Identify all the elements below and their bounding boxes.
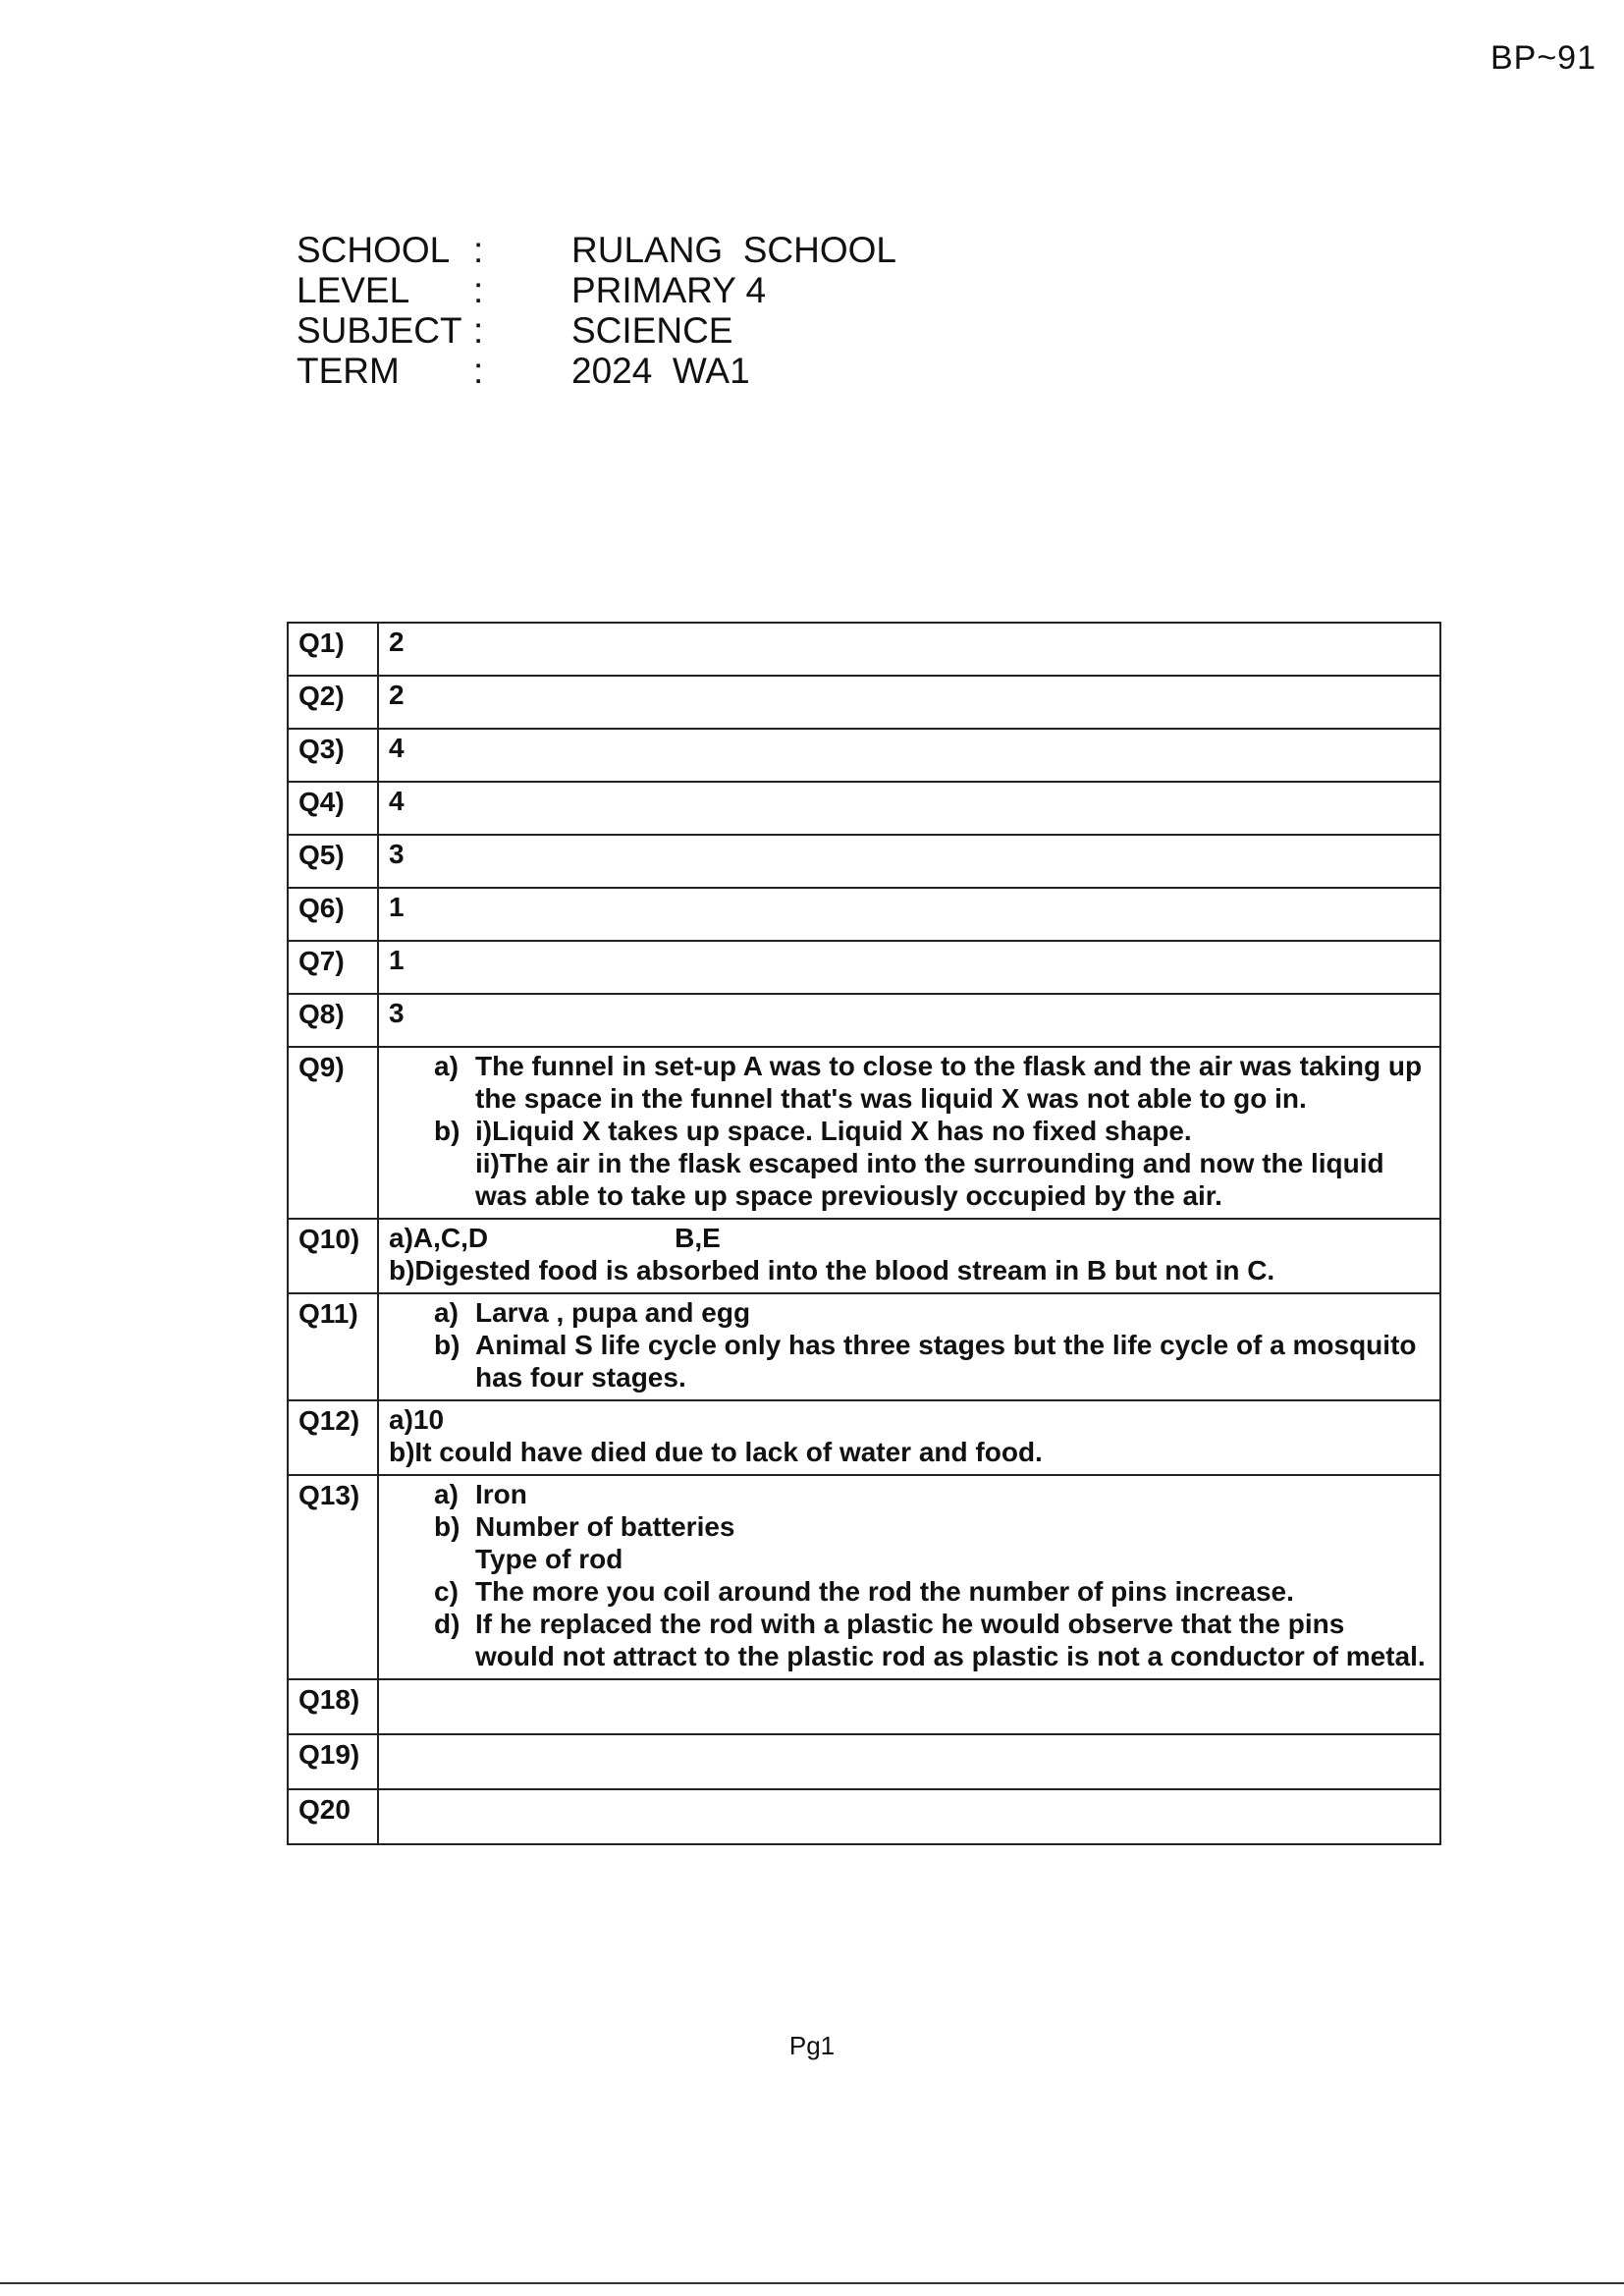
question-label: Q12) (288, 1400, 378, 1475)
answer-cell (378, 1475, 1440, 1679)
header-colon: : (473, 230, 484, 270)
question-label: Q13) (288, 1475, 378, 1679)
answer-cell-empty (378, 1734, 1440, 1789)
sub-label: c) (434, 1576, 459, 1607)
answer-text: b)It could have died due to lack of water and food. (389, 1437, 1043, 1467)
question-label: Q2) (288, 676, 378, 729)
sub-text: The more you coil around the rod the number of pins increase. (475, 1576, 1294, 1607)
table-row (288, 1219, 1440, 1293)
table-row (288, 676, 1440, 729)
header-value: RULANG SCHOOL (571, 230, 897, 270)
question-label: Q19) (288, 1734, 378, 1789)
sub-answer-b (434, 1510, 1430, 1575)
answer-cell: 1 (378, 941, 1440, 994)
answer-cell (378, 1293, 1440, 1400)
header-row-subject (297, 310, 896, 351)
table-row (288, 729, 1440, 782)
sub-text: The funnel in set-up A was to close to the flask and the air was taking up the space in the funnel that's was liquid X was not able to go in. (475, 1051, 1423, 1114)
sub-text: i)Liquid X takes up space. Liquid X has no fixed shape. (475, 1116, 1192, 1146)
sub-text: Iron (475, 1479, 527, 1509)
question-label: Q8) (288, 994, 378, 1047)
question-label: Q3) (288, 729, 378, 782)
table-row (288, 994, 1440, 1047)
header-label: SCHOOL (297, 230, 451, 270)
sub-text: Larva , pupa and egg (475, 1297, 751, 1328)
header-row-level (297, 270, 896, 310)
answer-cell (378, 1219, 1440, 1293)
table-row (288, 623, 1440, 676)
bottom-rule (0, 2282, 1624, 2284)
sub-answer-b (434, 1329, 1430, 1394)
header-value: PRIMARY 4 (571, 270, 767, 310)
sub-answer-a (434, 1296, 1430, 1329)
table-row (288, 1679, 1440, 1734)
sub-text: If he replaced the rod with a plastic he would observe that the pins would not attract to the plastic rod as plastic is not a conductor of metal. (475, 1609, 1426, 1671)
answer-text: a)A,C,D (389, 1223, 489, 1253)
table-row (288, 1789, 1440, 1844)
sub-text: Type of rod (475, 1544, 623, 1574)
sub-answer-a (434, 1478, 1430, 1510)
sub-text-group (475, 1510, 1430, 1575)
sub-text: ii)The air in the flask escaped into the surrounding and now the liquid was able to take up space previously occupied by the air. (475, 1148, 1384, 1211)
answer-cell: 2 (378, 623, 1440, 676)
page-number: Pg1 (788, 2031, 836, 2060)
header-value: SCIENCE (571, 310, 733, 351)
table-row (288, 1734, 1440, 1789)
answer-cell-empty (378, 1789, 1440, 1844)
table-row (288, 835, 1440, 888)
sub-answer-d (434, 1608, 1430, 1672)
sub-text: Number of batteries (475, 1511, 735, 1542)
answer-line (389, 1222, 1430, 1254)
answer-cell: 2 (378, 676, 1440, 729)
question-label: Q5) (288, 835, 378, 888)
header-label: SUBJECT (297, 310, 462, 351)
sub-label: a) (434, 1479, 459, 1509)
table-row (288, 888, 1440, 941)
sub-answer-c (434, 1575, 1430, 1608)
answer-table (287, 622, 1441, 1845)
question-label: Q1) (288, 623, 378, 676)
question-label: Q20 (288, 1789, 378, 1844)
sub-text-group (475, 1115, 1430, 1212)
document-header (297, 230, 896, 391)
question-label: Q11) (288, 1293, 378, 1400)
table-row (288, 1475, 1440, 1679)
answer-cell-empty (378, 1679, 1440, 1734)
sub-label: b) (434, 1116, 460, 1146)
answer-text: b)Digested food is absorbed into the blood stream in B but not in C. (389, 1255, 1275, 1285)
header-label: TERM (297, 351, 400, 391)
page-code: BP~91 (1489, 39, 1597, 77)
sub-text: Animal S life cycle only has three stages but the life cycle of a mosquito has four stages. (475, 1330, 1417, 1393)
sub-label: b) (434, 1511, 460, 1542)
sub-answer-a (434, 1050, 1430, 1115)
table-row (288, 941, 1440, 994)
question-label: Q18) (288, 1679, 378, 1734)
answer-cell: 4 (378, 782, 1440, 835)
table-row (288, 1293, 1440, 1400)
sub-label: b) (434, 1330, 460, 1360)
answer-cell (378, 1047, 1440, 1219)
sub-label: a) (434, 1297, 459, 1328)
sub-label: a) (434, 1051, 459, 1081)
answer-cell: 3 (378, 994, 1440, 1047)
answer-text: B,E (675, 1223, 721, 1253)
answer-cell: 1 (378, 888, 1440, 941)
header-colon: : (473, 270, 484, 310)
sub-answer-b (434, 1115, 1430, 1212)
table-row (288, 1400, 1440, 1475)
header-colon: : (473, 351, 484, 391)
table-row (288, 782, 1440, 835)
question-label: Q9) (288, 1047, 378, 1219)
answer-cell: 4 (378, 729, 1440, 782)
sub-label: d) (434, 1609, 460, 1639)
header-value: 2024 WA1 (571, 351, 750, 391)
question-label: Q7) (288, 941, 378, 994)
header-row-school (297, 230, 896, 270)
answer-cell (378, 1400, 1440, 1475)
answer-cell: 3 (378, 835, 1440, 888)
answer-text: a)10 (389, 1404, 445, 1435)
header-row-term (297, 351, 896, 391)
question-label: Q4) (288, 782, 378, 835)
header-label: LEVEL (297, 270, 410, 310)
header-colon: : (473, 310, 484, 351)
question-label: Q6) (288, 888, 378, 941)
question-label: Q10) (288, 1219, 378, 1293)
table-row (288, 1047, 1440, 1219)
